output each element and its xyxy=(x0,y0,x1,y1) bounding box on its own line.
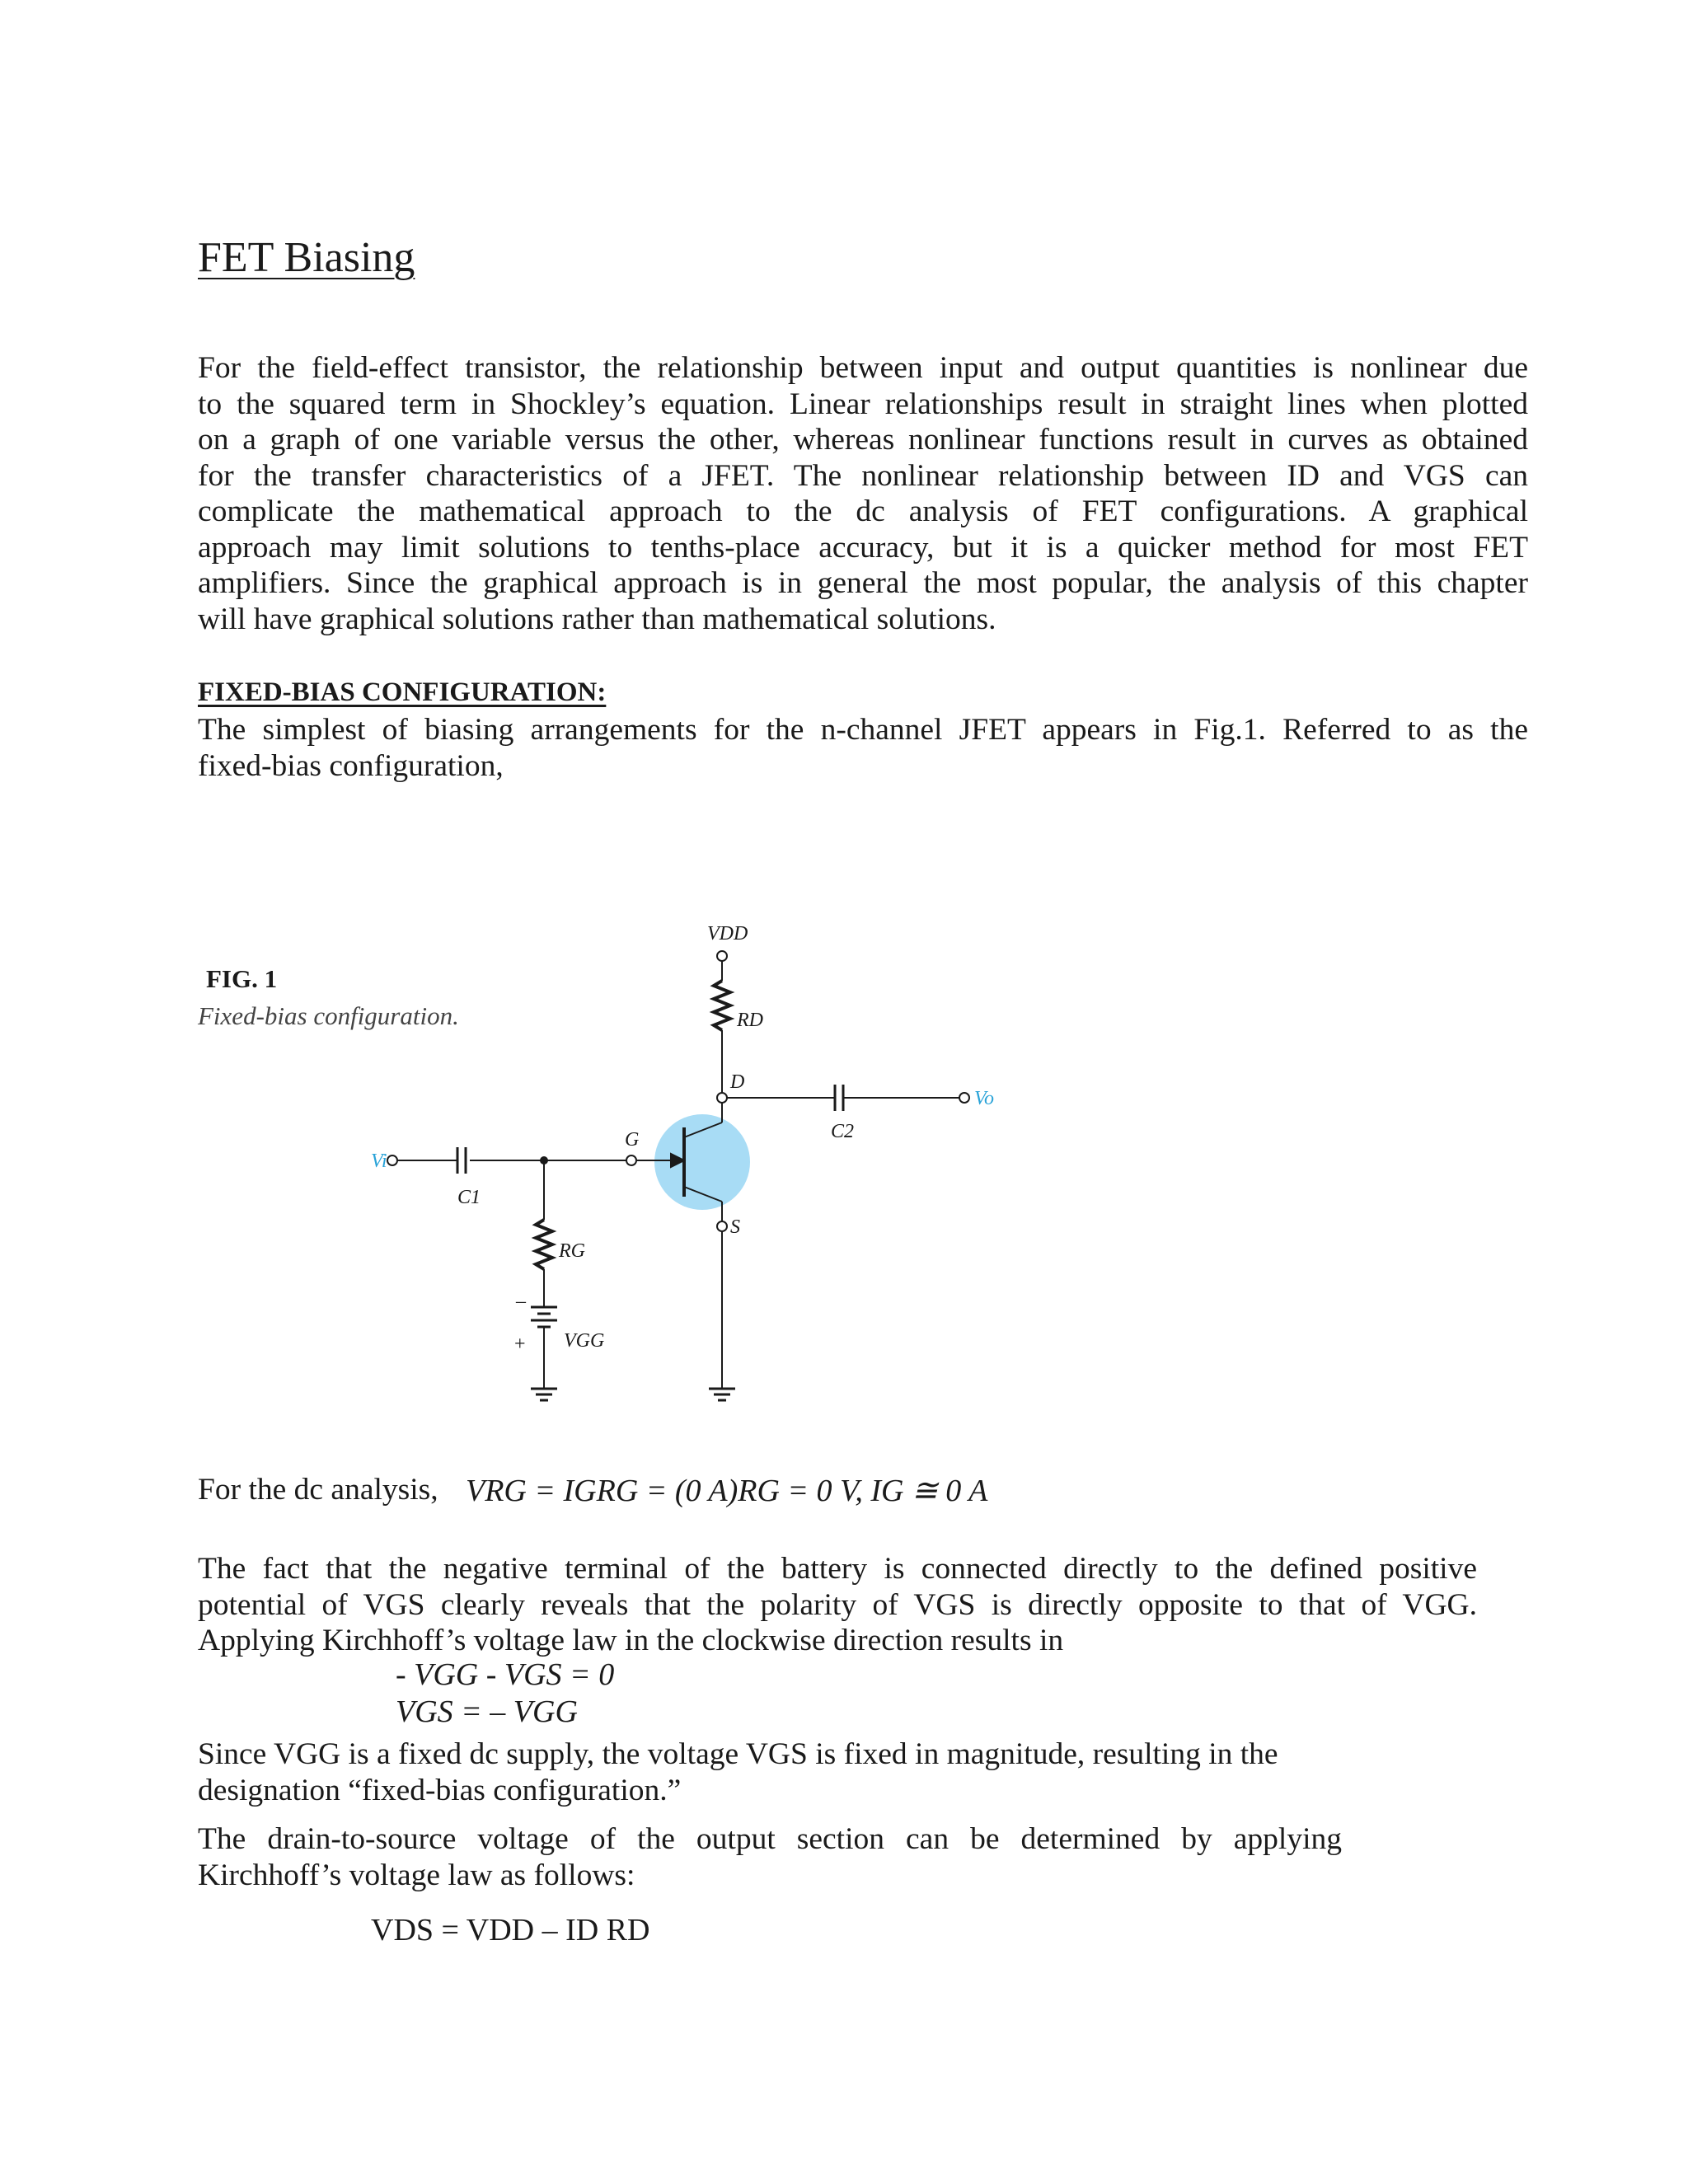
output-line: The drain-to-source voltage of the output section can be determined by applying xyxy=(198,1822,1342,1856)
intro-line: approach may limit solutions to tenths-place accuracy, but it is a quicker method for most FET xyxy=(198,530,1528,565)
label-minus: – xyxy=(516,1291,526,1312)
output-line: Kirchhoff’s voltage law as follows: xyxy=(198,1858,635,1892)
gate-terminal xyxy=(626,1155,636,1165)
label-vo: Vo xyxy=(974,1088,994,1109)
label-c2: C2 xyxy=(831,1121,855,1142)
figure-caption: Fixed-bias configuration. xyxy=(198,1001,459,1030)
intro-line: complicate the mathematical approach to the dc analysis of FET configurations. A graphical xyxy=(198,494,1528,528)
intro-line: amplifiers. Since the graphical approach is in general the most popular, the analysis of this chapter xyxy=(198,566,1528,600)
figure-label: FIG. 1 xyxy=(206,964,278,993)
circuit-diagram xyxy=(346,907,1022,1434)
fixed-bias-paragraph xyxy=(198,1736,1385,1808)
equation-vds: VDS = VDD – ID RD xyxy=(371,1913,650,1947)
label-vi: Vi xyxy=(371,1151,387,1172)
page-title: FET Biasing xyxy=(198,234,415,281)
label-c1: C1 xyxy=(457,1187,481,1208)
label-rd: RD xyxy=(737,1010,763,1031)
section-line: The simplest of biasing arrangements for the n-channel JFET appears in Fig.1. Referred to as the xyxy=(198,713,1528,747)
vi-terminal xyxy=(387,1155,397,1165)
label-vdd: VDD xyxy=(707,923,748,944)
fixed-bias-line: Since VGG is a fixed dc supply, the voltage VGS is fixed in magnitude, resulting in the xyxy=(198,1737,1278,1771)
equation-vgs: VGS = – VGG xyxy=(396,1694,578,1729)
equation-kvl: - VGG - VGS = 0 xyxy=(396,1657,615,1692)
output-paragraph xyxy=(198,1821,1342,1893)
label-d: D xyxy=(730,1071,745,1093)
dc-analysis-lead: For the dc analysis, xyxy=(198,1473,438,1507)
jfet-highlight xyxy=(654,1114,750,1210)
dc-analysis-equation: VRG = IGRG = (0 A)RG = 0 V, IG ≅ 0 A xyxy=(466,1474,988,1508)
label-rg: RG xyxy=(559,1240,585,1262)
intro-line: will have graphical solutions rather than mathematical solutions. xyxy=(198,602,996,636)
label-plus: + xyxy=(514,1333,526,1355)
intro-line: For the field-effect transistor, the relationship between input and output quantities is nonlinear due xyxy=(198,351,1528,385)
vo-terminal xyxy=(959,1093,969,1103)
intro-line: to the squared term in Shockley’s equation. Linear relationships result in straight lines when plotted xyxy=(198,387,1528,421)
resistor-rg xyxy=(536,1220,552,1269)
label-s: S xyxy=(730,1216,740,1238)
kvl-paragraph xyxy=(198,1551,1477,1659)
kvl-line: Applying Kirchhoff’s voltage law in the clockwise direction results in xyxy=(198,1624,1064,1657)
resistor-rd xyxy=(714,981,730,1030)
intro-paragraph xyxy=(198,350,1528,637)
intro-line: on a graph of one variable versus the other, whereas nonlinear functions result in curves as obtained xyxy=(198,423,1528,457)
section-line: fixed-bias configuration, xyxy=(198,748,504,783)
drain-terminal xyxy=(717,1093,727,1103)
label-vgg: VGG xyxy=(564,1330,605,1352)
intro-line: for the transfer characteristics of a JFET. The nonlinear relationship between ID and VGS can xyxy=(198,458,1528,493)
kvl-line: The fact that the negative terminal of the battery is connected directly to the defined positive xyxy=(198,1552,1477,1586)
kvl-line: potential of VGS clearly reveals that the polarity of VGS is directly opposite to that of VGG. xyxy=(198,1587,1477,1622)
vdd-terminal xyxy=(717,951,727,961)
fixed-bias-line: designation “fixed-bias configuration.” xyxy=(198,1773,682,1807)
section-paragraph xyxy=(198,712,1528,784)
label-g: G xyxy=(625,1129,640,1151)
section-heading: FIXED-BIAS CONFIGURATION: xyxy=(198,677,607,707)
source-terminal xyxy=(717,1221,727,1231)
